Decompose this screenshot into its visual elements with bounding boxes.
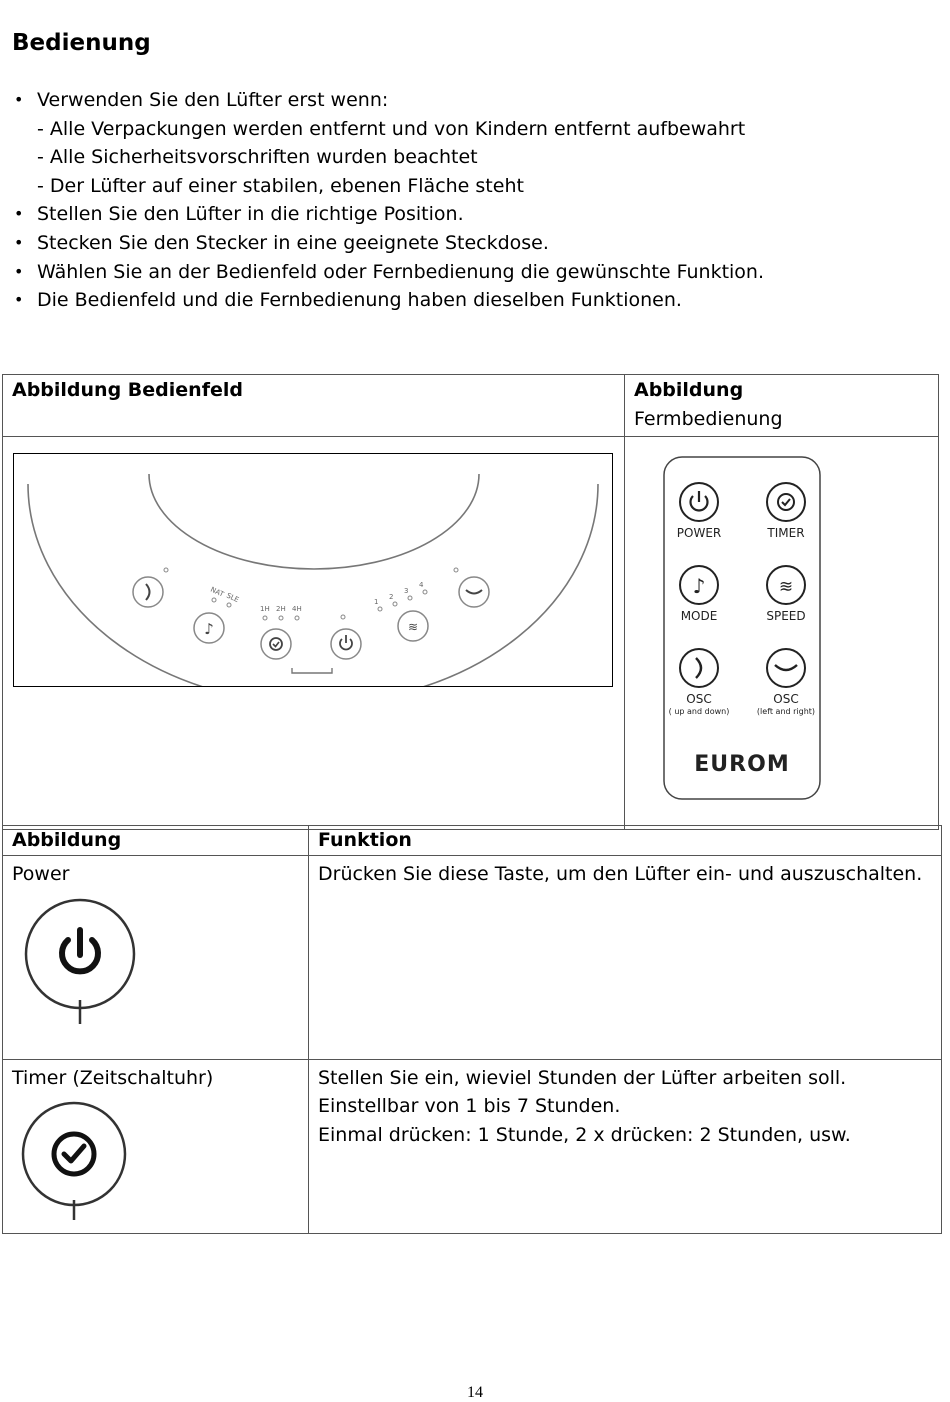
svg-text:♪: ♪	[692, 574, 706, 599]
remote-osc-up-down-sublabel: ( up and down)	[668, 707, 730, 717]
row-name: Timer (Zeitschaltuhr)	[12, 1066, 214, 1089]
remote-speed-label: SPEED	[766, 609, 806, 624]
sle-label: SLE	[225, 591, 241, 605]
remote-power-label: POWER	[676, 526, 722, 541]
illustration-table	[2, 374, 939, 830]
timer-button[interactable]	[261, 629, 291, 659]
osc-up-down-button[interactable]	[133, 577, 163, 607]
header-remote-line2: Fermbedienung	[634, 407, 783, 430]
header-control-panel: Abbildung Bedienfeld	[3, 375, 625, 437]
control-panel-cell	[3, 437, 625, 830]
timer-description	[309, 1059, 942, 1233]
timer-1h-label: 1H	[260, 605, 270, 614]
list-item: • Stecken Sie den Stecker in eine geeignete Steckdose.	[14, 229, 764, 258]
mode-button[interactable]	[194, 613, 224, 643]
remote-timer-label: TIMER	[767, 526, 805, 541]
list-item: • Die Bedienfeld und die Fernbedienung haben dieselben Funktionen.	[14, 286, 764, 315]
speed-3-label: 3	[404, 587, 409, 596]
header-illustration: Abbildung	[3, 826, 309, 856]
svg-text:≋: ≋	[778, 577, 794, 598]
power-description: Drücken Sie diese Taste, um den Lüfter ein- und auszuschalten.	[309, 855, 942, 1059]
speed-1-label: 1	[374, 598, 379, 607]
header-remote-line1: Abbildung	[634, 379, 744, 401]
svg-text:♪: ♪	[204, 620, 214, 639]
remote-speed-button[interactable]	[767, 566, 805, 604]
page-number: 14	[467, 1384, 483, 1401]
remote-osc-up-down-label: OSC	[686, 692, 712, 707]
remote-osc-left-right-label: OSC	[773, 692, 799, 707]
header-remote	[625, 375, 939, 437]
sub-list-item: - Alle Verpackungen werden entfernt und von Kindern entfernt aufbewahrt	[37, 117, 746, 140]
brand-logo: EUROM	[694, 752, 790, 778]
remote-osc-up-down-button[interactable]	[680, 649, 718, 687]
table-row	[3, 1059, 942, 1233]
timer-desc-line: Stellen Sie ein, wieviel Stunden der Lüfter arbeiten soll.	[318, 1066, 847, 1089]
remote-osc-left-right-sublabel: (left and right)	[756, 707, 816, 717]
power-cell	[3, 855, 309, 1059]
power-icon	[12, 896, 299, 1033]
svg-text:≋: ≋	[407, 620, 419, 635]
list-item: • Verwenden Sie den Lüfter erst wenn:	[14, 86, 764, 115]
list-item: • Wählen Sie an der Bedienfeld oder Fernbedienung die gewünschte Funktion.	[14, 258, 764, 287]
timer-cell	[3, 1059, 309, 1233]
osc-left-right-button[interactable]	[459, 577, 489, 607]
control-panel-illustration	[13, 453, 613, 687]
page-title: Bedienung	[12, 30, 151, 56]
timer-icon	[12, 1100, 299, 1229]
function-table	[2, 825, 942, 1234]
nat-label: NAT	[209, 585, 226, 599]
speed-4-label: 4	[419, 581, 424, 590]
speed-2-label: 2	[389, 593, 394, 602]
remote-illustration	[662, 455, 822, 801]
remote-osc-left-right-button[interactable]	[767, 649, 805, 687]
instruction-list	[14, 86, 764, 315]
remote-timer-button[interactable]	[767, 483, 805, 521]
remote-power-button[interactable]	[680, 483, 718, 521]
timer-4h-label: 4H	[292, 605, 302, 614]
remote-mode-button[interactable]	[680, 566, 718, 604]
timer-desc-line: Einmal drücken: 1 Stunde, 2 x drücken: 2 Stunden, usw.	[318, 1123, 851, 1146]
header-function: Funktion	[309, 826, 942, 856]
sub-list-item: - Der Lüfter auf einer stabilen, ebenen Fläche steht	[37, 174, 524, 197]
power-button[interactable]	[331, 629, 361, 659]
table-row	[3, 855, 942, 1059]
row-name: Power	[12, 862, 70, 885]
list-item: • Stellen Sie den Lüfter in die richtige Position.	[14, 200, 764, 229]
sub-list-item: - Alle Sicherheitsvorschriften wurden beachtet	[37, 146, 478, 169]
timer-desc-line: Einstellbar von 1 bis 7 Stunden.	[318, 1095, 621, 1118]
speed-button[interactable]	[398, 611, 428, 641]
remote-cell	[625, 437, 939, 830]
timer-2h-label: 2H	[276, 605, 286, 614]
remote-mode-label: MODE	[680, 609, 718, 624]
